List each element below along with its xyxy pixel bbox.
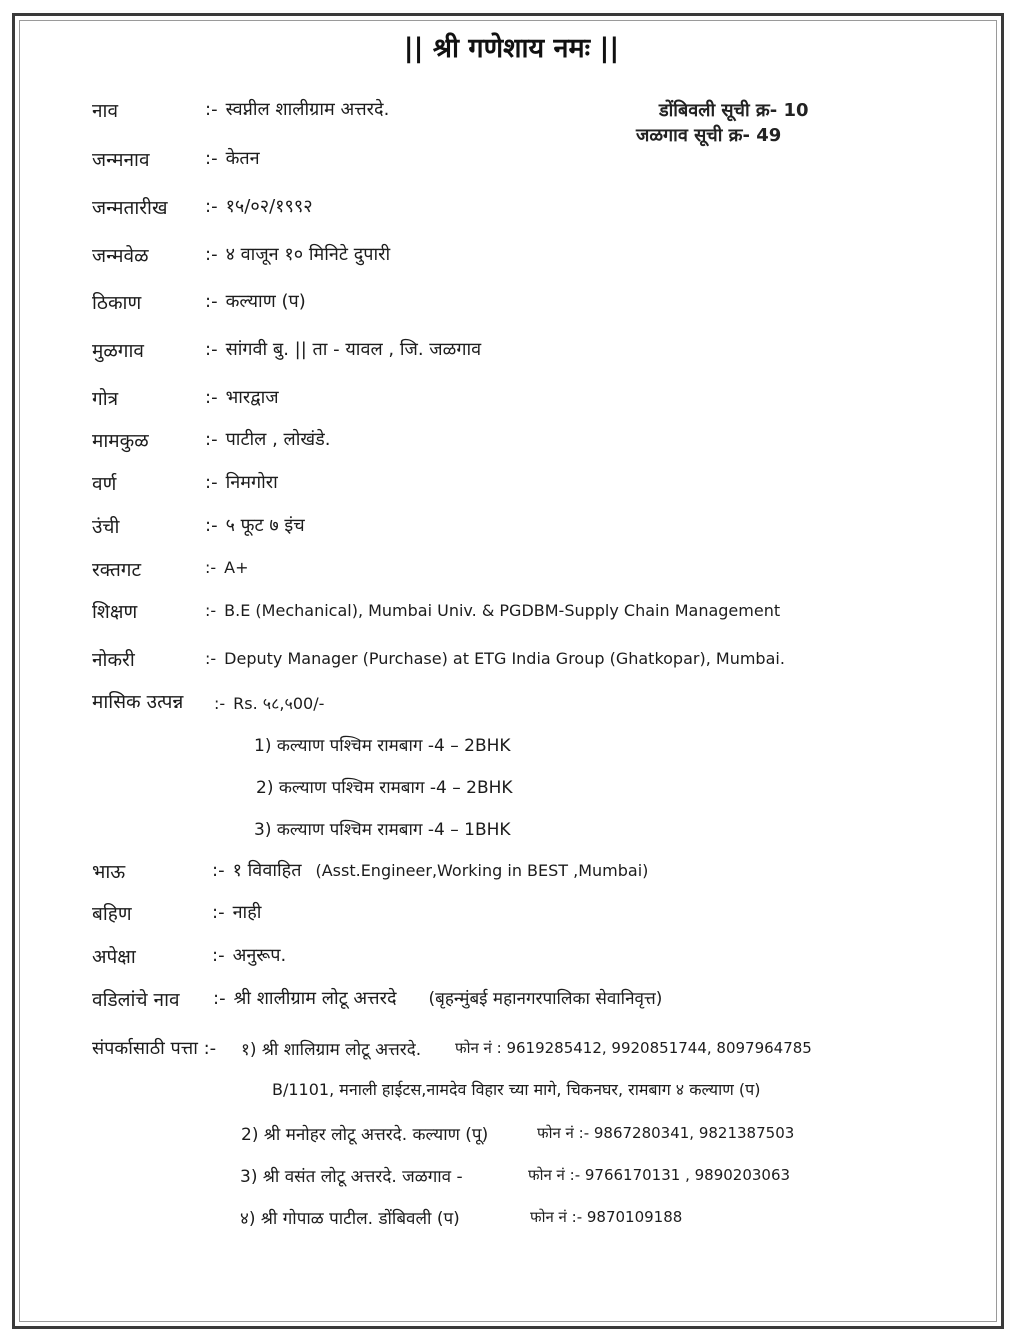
value-gotra	[205, 385, 279, 409]
contact-2-name: 2) श्री मनोहर लोटू अत्तरदे. कल्याण (पू)	[241, 1125, 489, 1145]
value-blood	[205, 558, 249, 577]
page-heading: || श्री गणेशाय नमः ||	[403, 33, 620, 64]
contact-3-name: 3) श्री वसंत लोटू अत्तरदे. जळगाव -	[240, 1167, 463, 1187]
separator: :-	[214, 694, 226, 713]
separator: :-	[205, 387, 218, 408]
property-item-1: 1) कल्याण पश्चिम रामबाग -4 – 2BHK	[254, 736, 511, 756]
separator: :-	[205, 244, 218, 265]
jalgaon-list-number: जळगाव सूची क्र- 49	[636, 125, 782, 146]
separator: :-	[205, 148, 218, 169]
row-mamkul	[0, 427, 1023, 457]
value-father	[213, 986, 662, 1010]
value-location	[205, 289, 306, 313]
separator: :-	[213, 988, 226, 1009]
dob-value: १५/०२/१९९२	[225, 196, 313, 217]
row-birth-time	[0, 242, 1023, 272]
value-expectation	[212, 943, 286, 967]
income-value: Rs. ५८,५00/-	[233, 694, 325, 713]
contact-2-phone: फोन नं :- 9867280341, 9821387503	[537, 1124, 795, 1142]
separator: :-	[205, 515, 218, 536]
value-mamkul	[205, 427, 331, 451]
contact-1-address: B/1101, मनाली हाईटस,नामदेव विहार च्या मागे, चिकनघर, रामबाग ४ कल्याण (प)	[272, 1080, 761, 1099]
height-value: ५ फूट ७ इंच	[225, 515, 305, 536]
label-job: नोकरी	[92, 649, 135, 671]
label-income: मासिक उत्पन्न	[92, 691, 184, 713]
separator: :-	[205, 291, 218, 312]
label-height: उंची	[92, 516, 120, 538]
value-job	[205, 649, 785, 668]
mamkul-value: पाटील , लोखंडे.	[225, 429, 331, 450]
property-item-2: 2) कल्याण पश्चिम रामबाग -4 – 2BHK	[256, 778, 513, 798]
row-education	[0, 598, 1023, 628]
contact-4-phone: फोन नं :- 9870109188	[530, 1208, 683, 1226]
contact-4-name: ४) श्री गोपाळ पाटील. डोंबिवली (प)	[240, 1209, 460, 1229]
row-job	[0, 646, 1023, 676]
native-value: सांगवी बु. || ता - यावल , जि. जळगाव	[225, 339, 482, 360]
row-brother	[0, 858, 1023, 888]
contact-label: संपर्कासाठी पत्ता :-	[92, 1038, 217, 1059]
separator: :-	[205, 429, 218, 450]
row-height	[0, 513, 1023, 543]
label-birth-time: जन्मवेळ	[92, 245, 149, 267]
value-complexion	[205, 470, 278, 494]
brother-note: (Asst.Engineer,Working in BEST ,Mumbai)	[315, 861, 649, 880]
sister-value: नाही	[232, 902, 262, 923]
value-sister	[212, 900, 261, 924]
label-mamkul: मामकुळ	[92, 430, 149, 452]
expectation-value: अनुरूप.	[232, 945, 287, 966]
father-note: (बृहन्मुंबई महानगरपालिका सेवानिवृत्त)	[428, 989, 663, 1009]
label-expectation: अपेक्षा	[92, 946, 136, 968]
separator: :-	[205, 472, 218, 493]
gotra-value: भारद्वाज	[225, 387, 279, 408]
label-native: मुळगाव	[92, 340, 144, 362]
row-birth-name	[0, 146, 1023, 176]
separator: :-	[212, 902, 225, 923]
label-education: शिक्षण	[92, 601, 138, 623]
property-item-3: 3) कल्याण पश्चिम रामबाग -4 – 1BHK	[254, 820, 511, 840]
label-location: ठिकाण	[92, 292, 142, 314]
label-blood: रक्तगट	[92, 559, 142, 581]
birth-name-value: केतन	[225, 148, 260, 169]
value-income	[214, 692, 324, 714]
label-father: वडिलांचे नाव	[92, 989, 180, 1011]
value-education	[205, 601, 780, 620]
value-birth-time	[205, 242, 390, 266]
value-native	[205, 337, 481, 361]
row-name	[0, 97, 1023, 127]
row-native	[0, 337, 1023, 367]
separator: :-	[205, 196, 218, 217]
row-blood	[0, 556, 1023, 586]
value-height	[205, 513, 305, 537]
value-name	[205, 97, 389, 121]
row-dob	[0, 194, 1023, 224]
contact-3-phone: फोन नं :- 9766170131 , 9890203063	[528, 1166, 791, 1184]
value-birth-name	[205, 146, 260, 170]
row-father	[0, 986, 1023, 1016]
father-value: श्री शालीग्राम लोटू अत्तरदे	[233, 988, 397, 1009]
separator: :-	[205, 558, 217, 577]
label-sister: बहिण	[92, 903, 132, 925]
row-income	[0, 688, 1023, 718]
name-value: स्वप्नील शालीग्राम अत्तरदे.	[225, 99, 390, 120]
row-gotra	[0, 385, 1023, 415]
separator: :-	[205, 649, 217, 668]
label-gotra: गोत्र	[92, 388, 119, 410]
complexion-value: निमगोरा	[225, 472, 278, 493]
location-value: कल्याण (प)	[225, 291, 306, 312]
value-dob	[205, 194, 313, 218]
education-value: B.E (Mechanical), Mumbai Univ. & PGDBM-Supply Chain Management	[224, 601, 781, 620]
row-expectation	[0, 943, 1023, 973]
label-name: नाव	[92, 100, 119, 122]
value-brother	[212, 858, 648, 882]
birth-time-value: ४ वाजून १० मिनिटे दुपारी	[225, 244, 391, 265]
label-birth-name: जन्मनाव	[92, 149, 150, 171]
label-dob: जन्मतारीख	[92, 197, 168, 219]
separator: :-	[205, 339, 218, 360]
label-complexion: वर्ण	[92, 473, 117, 495]
job-value: Deputy Manager (Purchase) at ETG India Group (Ghatkopar), Mumbai.	[224, 649, 785, 668]
row-sister	[0, 900, 1023, 930]
contact-1-name: १) श्री शालिग्राम लोटू अत्तरदे.	[241, 1040, 422, 1060]
separator: :-	[212, 945, 225, 966]
row-complexion	[0, 470, 1023, 500]
separator: :-	[205, 601, 217, 620]
separator: :-	[212, 860, 225, 881]
separator: :-	[205, 99, 218, 120]
contact-1-phone: फोन नं : 9619285412, 9920851744, 8097964785	[455, 1039, 812, 1057]
dombivli-list-number: डोंबिवली सूची क्र- 10	[659, 100, 809, 121]
row-location	[0, 289, 1023, 319]
brother-value: १ विवाहित	[232, 860, 302, 881]
label-brother: भाऊ	[92, 861, 126, 883]
blood-value: A+	[224, 558, 249, 577]
